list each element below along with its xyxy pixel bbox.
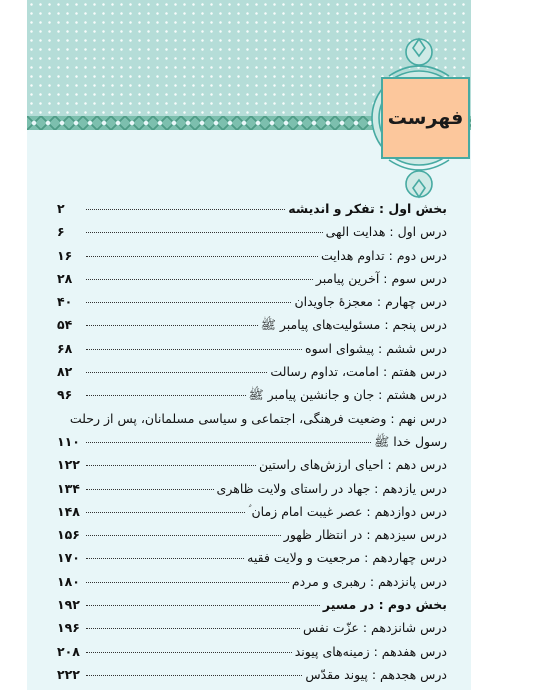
toc-entry-page-number: ۱۷۰ [57, 550, 80, 566]
toc-entry-title: بخش اول : تفکر و اندیشه [288, 201, 447, 216]
toc-entry[interactable] [57, 527, 447, 550]
toc-entry-page-number: ۲۲۲ [57, 666, 80, 682]
toc-entry[interactable] [57, 201, 447, 224]
toc-entry[interactable] [57, 271, 447, 294]
toc-entry-page-number: ۶ [57, 224, 65, 240]
toc-entry-page-number: ۱۶ [57, 247, 73, 263]
table-of-contents [57, 201, 447, 690]
dot-leader [86, 302, 291, 303]
toc-entry-title: رسول خدا ﷺ [374, 433, 447, 449]
dot-leader [86, 442, 371, 443]
toc-entry[interactable] [57, 364, 447, 387]
dot-leader [86, 256, 318, 257]
toc-entry-page-number: ۱۸۰ [57, 573, 80, 589]
dot-leader [86, 325, 258, 326]
toc-entry[interactable] [57, 620, 447, 643]
toc-entry-title: درس ششم : پیشوای اسوه [305, 340, 447, 356]
toc-entry-page-number: ۵۴ [57, 317, 73, 333]
toc-entry-title: درس دوازدهم : عصر غیبت امام زمان ؑ [248, 503, 447, 519]
toc-entry-title: درس پانزدهم : رهبری و مردم [291, 573, 447, 589]
toc-entry[interactable] [57, 224, 447, 247]
toc-entry[interactable] [57, 317, 447, 340]
toc-entry[interactable] [57, 644, 447, 667]
dot-leader [86, 395, 246, 396]
dot-leader [86, 675, 302, 676]
toc-entry-page-number: ۱۳۴ [57, 480, 80, 496]
toc-entry-title: درس هفتم : امامت، تداوم رسالت [270, 364, 447, 380]
dot-leader [86, 279, 313, 280]
toc-entry[interactable] [57, 248, 447, 271]
toc-entry-page-number: ۴۰ [57, 294, 73, 310]
dot-leader [86, 489, 214, 490]
toc-entry[interactable] [57, 574, 447, 597]
dot-leader [86, 605, 320, 606]
toc-entry-title: درس هفدهم : زمینه‌های پیوند [294, 643, 447, 659]
toc-entry-title: درس هجدهم : پیوند مقدّس [305, 666, 447, 682]
toc-entry[interactable] [57, 341, 447, 364]
toc-entry[interactable] [57, 550, 447, 573]
toc-entry[interactable] [57, 457, 447, 480]
toc-entry-title: درس پنجم : مسئولیت‌های پیامبر ﷺ [260, 317, 447, 333]
toc-entry-title: بخش دوم : در مسیر [322, 597, 447, 613]
dot-leader [86, 512, 245, 513]
toc-entry-page-number: ۱۴۸ [57, 503, 80, 519]
toc-entry-page-number: ۹۶ [57, 387, 73, 403]
toc-entry-page-number: ۲ [57, 201, 65, 216]
toc-entry-title: درس چهارم : معجزهٔ جاویدان [294, 294, 447, 310]
title-box [381, 77, 470, 159]
toc-entry-title: درس اول : هدایت الهی [325, 224, 447, 240]
toc-entry[interactable] [57, 387, 447, 410]
dot-leader [86, 232, 323, 233]
toc-entry-page-number: ۱۵۶ [57, 527, 80, 543]
toc-entry-title: درس هشتم : جان و جانشین پیامبر ﷺ [248, 387, 447, 403]
toc-entry-page-number: ۸۲ [57, 364, 73, 380]
toc-entry[interactable] [57, 667, 447, 690]
toc-entry[interactable] [57, 597, 447, 620]
toc-entry[interactable] [57, 504, 447, 527]
toc-entry-page-number: ۱۱۰ [57, 433, 80, 449]
toc-entry-page-number: ۲۸ [57, 270, 73, 286]
dot-leader [86, 558, 244, 559]
toc-entry-title: درس سوم : آخرین پیامبر [315, 270, 447, 286]
toc-entry[interactable] [57, 411, 447, 434]
toc-entry-title: درس دوم : تداوم هدایت [321, 247, 447, 263]
toc-entry-page-number: ۶۸ [57, 340, 73, 356]
toc-entry-page-number: ۱۹۶ [57, 620, 80, 636]
dot-leader [86, 652, 292, 653]
toc-entry-title: درس شانزدهم : عزّت نفس [303, 620, 447, 636]
toc-entry-page-number: ۱۲۲ [57, 457, 80, 473]
toc-entry-title: درس یازدهم : جهاد در راستای ولایت ظاهری [216, 480, 447, 496]
toc-entry-title: درس دهم : احیای ارزش‌های راستین [258, 457, 447, 473]
toc-entry-page-number: ۲۰۸ [57, 643, 80, 659]
dot-leader [86, 582, 289, 583]
dot-leader [86, 465, 256, 466]
dot-leader [86, 628, 300, 629]
toc-entry[interactable] [57, 481, 447, 504]
page-title: فهرست [387, 107, 464, 129]
dot-leader [86, 349, 302, 350]
toc-entry[interactable] [57, 294, 447, 317]
dot-leader [86, 209, 285, 210]
toc-entry-title: درس نهم : وضعیت فرهنگی، اجتماعی و سیاسی مسلمانان، پس از رحلت [69, 410, 447, 426]
toc-entry-title: درس سیزدهم : در انتظار ظهور [283, 527, 447, 543]
toc-entry[interactable] [57, 434, 447, 457]
dot-leader [86, 535, 281, 536]
toc-entry-title: درس چهاردهم : مرجعیت و ولایت فقیه [247, 550, 447, 566]
dot-leader [86, 372, 267, 373]
toc-entry-page-number: ۱۹۲ [57, 597, 80, 613]
